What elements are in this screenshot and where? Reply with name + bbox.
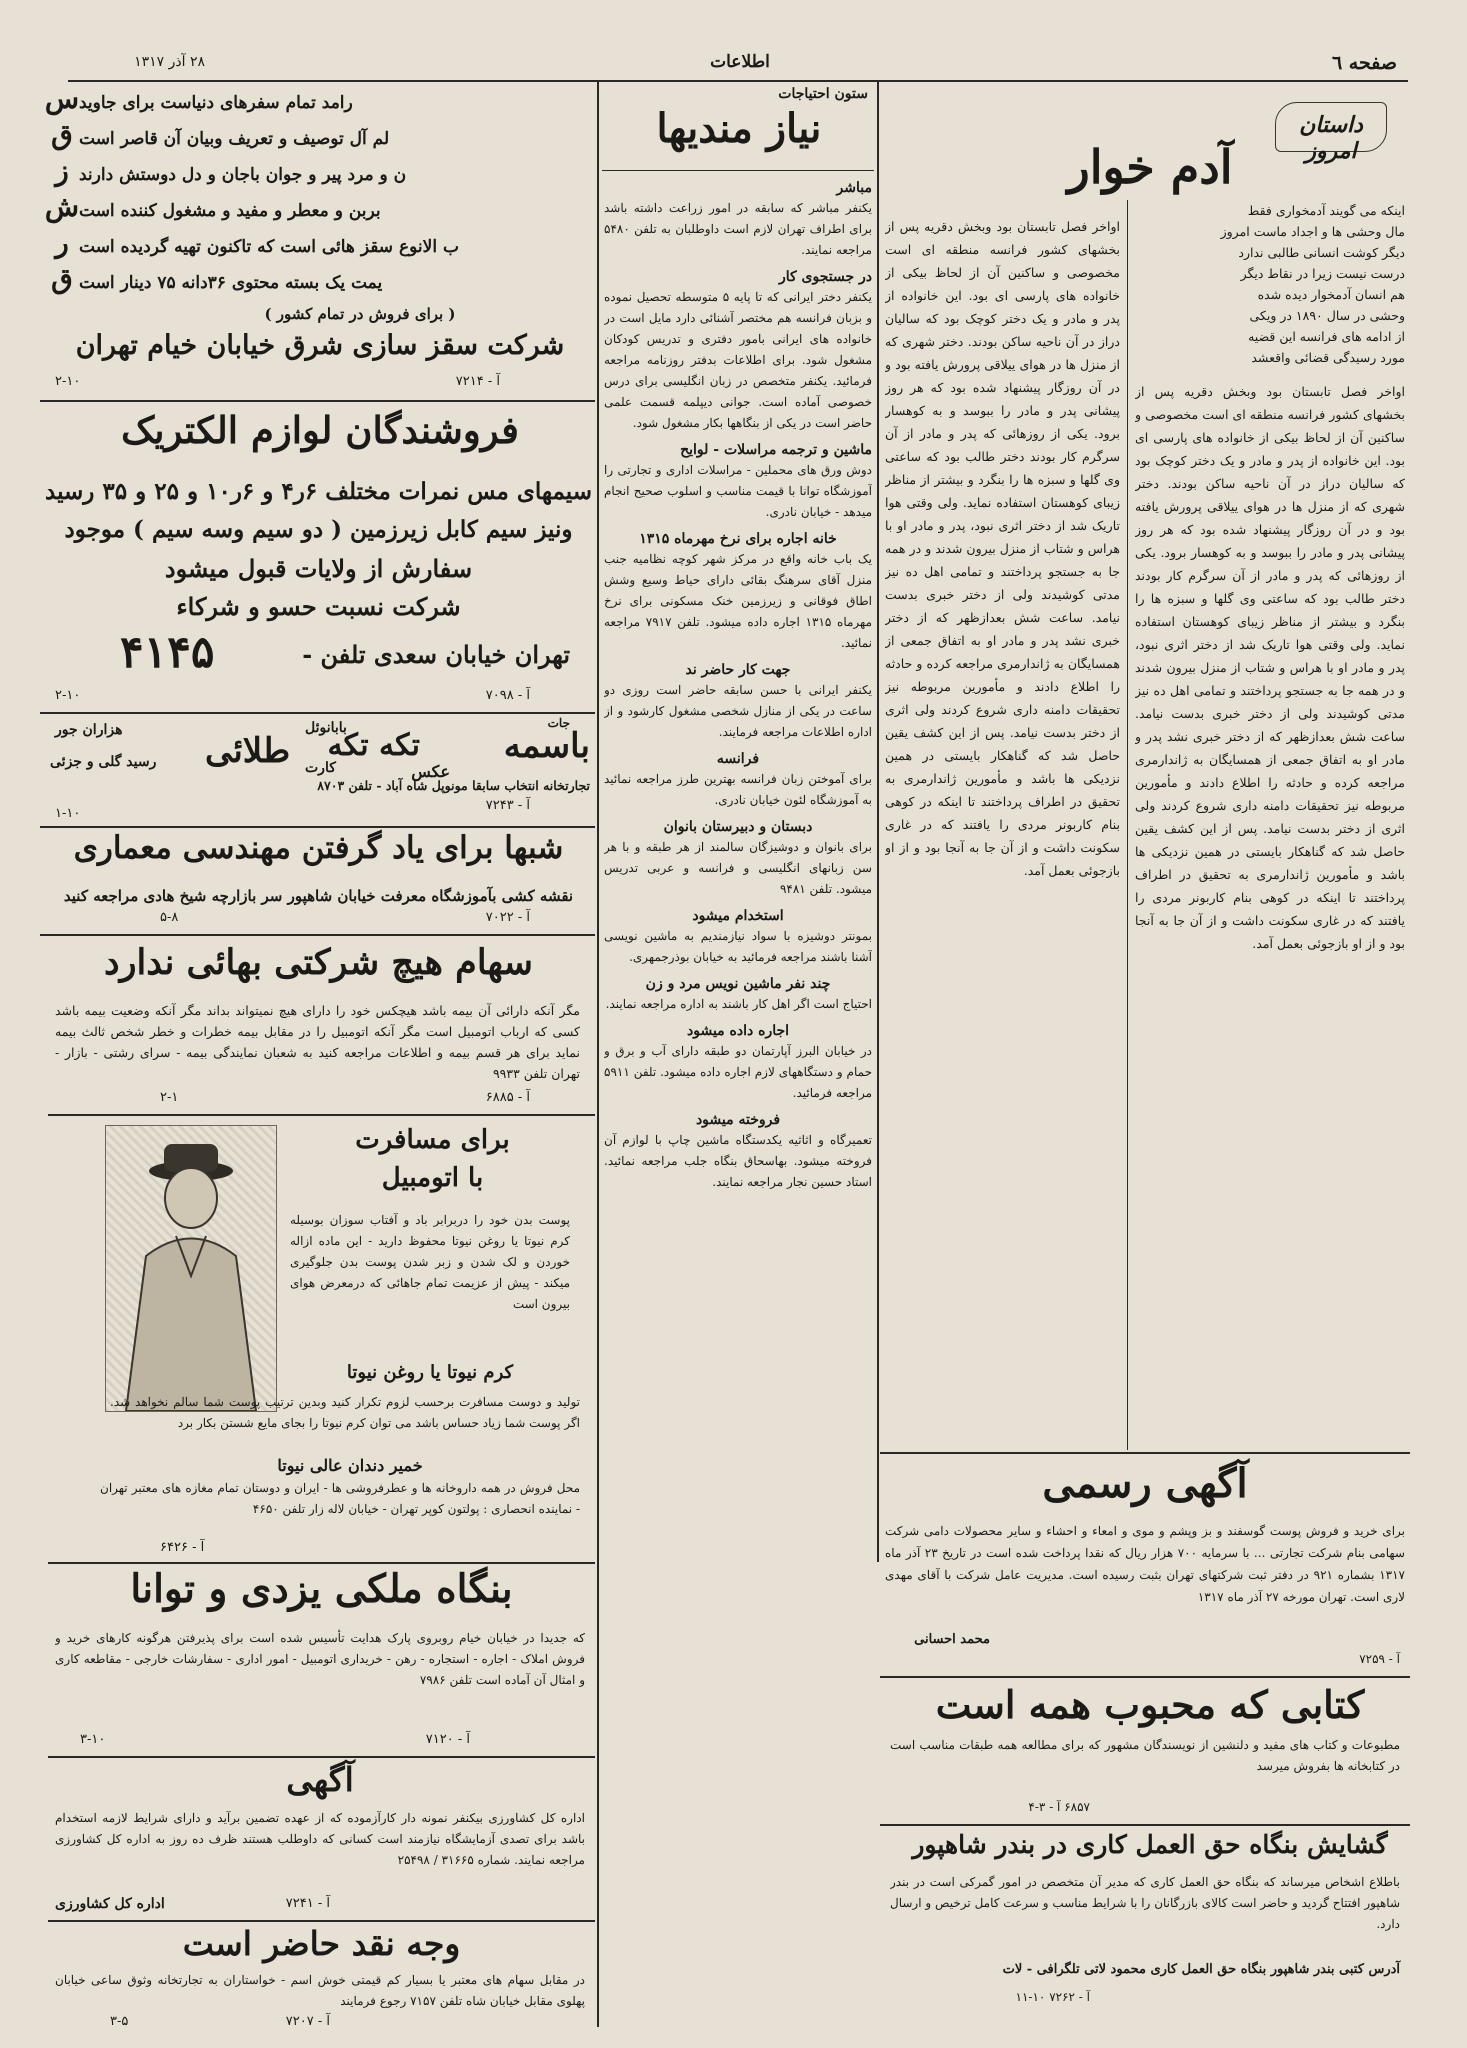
agriculture-notice-signature: اداره کل کشاورزی xyxy=(55,1896,165,1912)
classifieds-list xyxy=(604,178,872,2018)
notice-rule xyxy=(880,1452,1410,1454)
bank-ad-title: گشایش بنگاه حق العمل کاری در بندر شاهپور xyxy=(912,1830,1388,1859)
travel-rule xyxy=(48,1562,595,1564)
cash-ad-body: در مقابل سهام های معتبر یا بسیار کم قیمتی خوش اسم - خواستاران به تجارتخانه وثوق ساعی خیابان پهلوی مقابل خیابان شاه تلفن ۷۱۵۷ رجوع فرمایند xyxy=(55,1973,585,2008)
travel-ad-code: آ - ۶۴۲۶ xyxy=(160,1540,205,1555)
architecture-ad-num: ۵-۸ xyxy=(160,910,179,925)
column-divider-right xyxy=(877,82,879,1562)
gum-code: آ - ۷۲۱۴ xyxy=(455,374,500,389)
architecture-ad-title: شبها برای یاد گرفتن مهندسی معماری xyxy=(73,830,564,866)
story-title: آدم خوار xyxy=(1067,140,1233,194)
classified-body: بمونتر دوشیزه با سواد نیازمندیم به ماشین نویسی آشنا باشند مراجعه فرمائید به خیابان بوذرجمهری. xyxy=(604,929,872,964)
travel-ad-body: پوست بدن خود را دربرابر باد و آفتاب سوزان بوسیله کرم نیوتا یا روغن نیوتا محفوظ دارید - این ماده ازاله خوردن و لک شدن و زبر شدن پوست بدن جلوگیری میکند - پیش از عزیمت تمام جاهائی که درمعرض هوای بیرون است xyxy=(290,1213,570,1311)
book-rule xyxy=(880,1676,1410,1678)
gum-line: ق یمت یک بسته محتوی ۳۶دانه ۷۵ دینار است xyxy=(51,262,383,295)
classified-body: یکنفر مباشر که سابقه در امور زراعت داشته باشد برای اطراف تهران لازم است داوطلبان به تلفن ۵۴۸۰ مراجعه نمایند. xyxy=(604,201,872,257)
story-body-left: اواخر فصل تابستان بود وبخش دقریه پس از بخشهای کشور فرانسه منطقه ای است مخصوصی و ساکنین آن از لحاظ بیکی از خانواده های پارسی ای بود. این خانواده از پدر و مادر و یک دختر کوچک بود که سالیان دراز در آن ناحیه ساکن بودند. دختر شهری که از منزل ها در هوای ییلاقی پرورش یافته بود و در آن روزگار پیشنهاد شده بود که هر روز پیشانی پدر و مادر را ببوسد و به کوهسار برود. یکی از روزهائی که پدر و مادر از آن سرگرم کار بودند دختر طالب بود که ساعتی وی گلها و سبزه ها را بنگرد و بیشتر از مناظر زیبای کوهستان استفاده نماید. ولی وقتی هوا تاریک شد از دختر اثری نبود، پدر و مادر او با هراس و شتاب از منزل بیرون شدند و در همه جا به جستجو پرداختند و تمامی اهل ده نیز مدتی کوشیدند ولی از دختر خبری بدست نیامد. ساعت شش بعدازظهر که از دختر خبری نشد پدر و مادر او به اتفاق جمعی از همسایگان به ژاندارمری مراجعه کرده و حادثه را اطلاع دادند و مأمورین مربوطه نیز تحقیقات دامنه داری شروع کردند ولی اثری از دختر بدست نیامد. پس از این کشف یقین حاصل شد که گناهکار بایستی در همین نزدیکی ها باشد و مأمورین ژاندارمری به تحقیق در اطراف پرداختند تا اینکه در کوهی بنام کاربونر مردی را یافتند که در غاری سکونت داشت و از آن جا به آنجا بود و از او بازجوئی بعمل آمد. xyxy=(885,219,1120,878)
gum-company: شرکت سقز سازی شرق خیابان خیام تهران xyxy=(75,330,565,361)
issue-date: ۲۸ آذر ۱۳۱۷ xyxy=(134,54,205,70)
photo-card-ad: باسمه جات تکه تکه عکس طلائی کارت بابانوئل هزاران جور رسید گلی و جزئی xyxy=(50,716,590,781)
cash-ad-code: آ - ۷۲۰۷ xyxy=(285,2014,330,2029)
book-ad-title: کتابی که محبوب همه است xyxy=(935,1682,1365,1727)
story-bullet: هم انسان آدمخوار دیده شده xyxy=(1257,287,1405,302)
classified-heading: فرانسه xyxy=(716,751,760,767)
classified-heading: استخدام میشود xyxy=(692,908,784,924)
agency-ad-code: آ - ۷۱۲۰ xyxy=(425,1732,470,1747)
story-body-right: اواخر فصل تابستان بود وبخش دقریه پس از بخشهای کشور فرانسه منطقه ای است مخصوصی و ساکنین آن از لحاظ بیکی از خانواده های پارسی ای بود. این خانواده از پدر و مادر و یک دختر کوچک بود که سالیان دراز در آن ناحیه ساکن بودند. دختر شهری که از منزل ها در هوای ییلاقی پرورش یافته بود و در آن روزگار پیشنهاد شده بود که هر روز پیشانی پدر و مادر را ببوسد و به کوهسار برود. یکی از روزهائی که پدر و مادر از آن سرگرم کار بودند دختر طالب بود که ساعتی وی گلها و سبزه ها را بنگرد و بیشتر از مناظر زیبای کوهستان استفاده نماید. ولی وقتی هوا تاریک شد از دختر اثری نبود، پدر و مادر او با هراس و شتاب از منزل بیرون شدند و در همه جا به جستجو پرداختند و تمامی اهل ده نیز مدتی کوشیدند ولی از دختر خبری بدست نیامد. ساعت شش بعدازظهر که از دختر خبری نشد پدر و مادر او به اتفاق جمعی از همسایگان به ژاندارمری مراجعه کرده و حادثه را اطلاع دادند و مأمورین مربوطه نیز تحقیقات دامنه داری شروع کردند ولی اثری از دختر بدست نیامد. پس از این کشف یقین حاصل شد که گناهکار بایستی در همین نزدیکی ها باشد و مأمورین ژاندارمری به تحقیق در اطراف پرداختند تا اینکه در کوهی بنام کاربونر مردی را یافتند که در غاری سکونت داشت و از آن جا به آنجا بود و از او بازجوئی بعمل آمد. xyxy=(1135,384,1405,951)
agency-ad-num: ۳-۱۰ xyxy=(80,1732,106,1747)
classified-heading: مباشر xyxy=(836,180,872,196)
gum-line: ق لم آل توصیف و تعریف وبیان آن قاصر است xyxy=(51,118,390,151)
paper-name: اطلاعات xyxy=(710,52,770,72)
classified-heading: خانه اجاره برای نرخ مهرماه ۱۳۱۵ xyxy=(639,531,837,547)
page-number: صفحه ٦ xyxy=(1331,52,1397,74)
cash-ad-num: ۳-۵ xyxy=(110,2014,129,2029)
insurance-ad-num: ۲-۱ xyxy=(160,1090,179,1105)
gum-rule xyxy=(40,400,595,402)
travel-ad-product-2: خمیر دندان عالی نیوتا xyxy=(277,1456,423,1475)
bank-ad-code: آ - ۷۲۶۲ ۱۰-۱۱ xyxy=(1015,1990,1090,2004)
travel-ad-body-3: محل فروش در همه داروخانه ها و عطرفروشی ها - ایران و دوستان تمام مغازه های معتبر تهران - نماینده انحصاری : پولتون کوپر تهران - خیابان لاله زار تلفن ۴۶۵۰ xyxy=(100,1481,580,1516)
classifieds-section: ستون احتیاجات xyxy=(778,86,868,102)
architecture-ad-body: نقشه کشی بآموزشگاه معرفت خیابان شاهپور سر بازارچه شیخ هادی مراجعه کنید xyxy=(63,887,574,905)
story-bullet: مورد رسیدگی قضائی واقعشد xyxy=(1251,350,1405,365)
classified-body: تعمیرگاه و اثاثیه یکدستگاه ماشین چاپ با لوازم آن فروخته میشود. بهاسحاق بنگاه جلب مراجعه نمائید. استاد حسین نجار مراجعه نمایند. xyxy=(604,1133,872,1189)
agriculture-rule xyxy=(48,1920,595,1922)
electric-ad-address: تهران خیابان سعدی تلفن - xyxy=(302,640,570,669)
electric-ad-lines: سیمهای مس نمرات مختلف ۶ر۴ و ۶ر۱۰ و ۲۵ و ۳۵ رسید ونیز سیم کابل زیرزمین ( دو سیم وسه سیم ) موجود سفارش از ولایات قبول میشود شرکت نسبت حسو و شرکاء xyxy=(45,478,592,621)
electric-ad-num: ۲-۱۰ xyxy=(55,688,81,703)
gum-line: ش بربن و معطر و مفید و مشغول کننده است xyxy=(44,190,381,223)
travel-ad-body-2: تولید و دوست مسافرت برحسب لزوم تکرار کنید وبدین ترتیب پوست شما سالم نخواهد شد. اگر پوست شما زیاد حساس باشد می توان کرم نیوتا را بجای مایع شستن بکار برد xyxy=(110,1395,580,1430)
official-ad-body: برای خرید و فروش پوست گوسفند و بز وپشم و موی و امعاء و احشاء و سایر محصولات دامی شرکت سهامی بنام شرکت تجارتی ... با سرمایه ۷۰۰ هزار ریال که نقدا پرداخت شده است در تاریخ ۲۳ آذر ماه ۱۳۱۷ بشماره ۹۲۱ در دفتر ثبت شرکتهای تهران بثبت رسیده است. مدیریت عامل شرکت با آقای مهدی لاری است. تهران مورخه ۲۷ آذر ماه ۱۳۱۷ xyxy=(885,1524,1405,1604)
electric-ad-title: فروشندگان لوازم الکتریک xyxy=(121,408,519,452)
gum-num: ۲-۱۰ xyxy=(55,374,81,389)
traveler-drawing-icon xyxy=(106,1126,276,1411)
insurance-ad-body: مگر آنکه دارائی آن بیمه باشد هیچکس خود را دارای هیچ نمیتواند بداند مگر آنکه وضعیت بیمه باشد کسی که ارباب اتومبیل است مگر آنکه اتومبیل را در مقابل بیمه خطرات و خطر شخص ثالث بیمه نماید برای هر قسم بیمه و اطلاعات مراجعه کنید به شعبان نمایندگی بیمه - سرای رشتی - بازار - تهران تلفن ۹۹۳۳ xyxy=(55,1003,580,1081)
classified-heading: اجاره داده میشود xyxy=(686,1023,790,1039)
bank-ad-address: آدرس کتبی بندر شاهپور بنگاه حق العمل کاری محمود لاتی تلگرافی - لات xyxy=(1002,1962,1400,1977)
official-ad-title: آگهی رسمی xyxy=(1042,1460,1248,1507)
classified-body: برای آموختن زبان فرانسه بهترین طرز مراجعه نمائید به آموزشگاه لئون خیابان نادری. xyxy=(604,772,872,807)
classifieds-title: نیاز مندیها xyxy=(656,105,822,152)
story-bullets xyxy=(1135,200,1405,368)
electric-ad-code: آ - ۷۰۹۸ xyxy=(485,688,530,703)
story-bullet: اینکه می گویند آدمخواری فقط xyxy=(1247,203,1405,218)
photo-card-num: ۱-۱۰ xyxy=(55,806,81,821)
photo-card-footer: تجارتخانه انتخاب سابقا مونوپل شاه آباد - تلفن ۸۷۰۳ xyxy=(317,778,590,793)
story-bullet: دیگر کوشت انسانی طالبی ندارد xyxy=(1238,245,1405,260)
story-bullet: مال وحشی ها و اجداد ماست امروز xyxy=(1220,224,1405,239)
traveler-illustration xyxy=(105,1125,277,1412)
book-ad-body: مطبوعات و کتاب های مفید و دلنشین از نویسندگان مشهور که برای مطالعه همه طبقات مناسب است در کتابخانه ها بفروش میرسد xyxy=(890,1738,1400,1773)
classified-body: یکنفر ایرانی با حسن سابقه حاضر است روزی دو ساعت در یکی از منازل شخصی مشغول کارشود و از اداره اطلاعات مراجعه فرمایند. xyxy=(604,683,872,739)
classified-body: در خیابان البرز آپارتمان دو طبقه دارای آب و برق و حمام و دستگاههای لازم اجاره داده میشود. تلفن ۵۹۱۱ مراجعه فرمائید. xyxy=(604,1044,872,1100)
classifieds-rule xyxy=(602,170,874,171)
story-bullet: وحشی در سال ۱۸۹۰ در ویکی xyxy=(1249,308,1405,323)
architecture-ad-code: آ - ۷۰۲۲ xyxy=(485,910,530,925)
classified-body: احتیاج است اگر اهل کار باشند به اداره مراجعه نمایند. xyxy=(605,997,872,1011)
gum-ad xyxy=(45,82,593,298)
agriculture-notice-title: آگهی xyxy=(286,1760,354,1799)
electric-rule xyxy=(40,712,595,714)
classified-heading: چند نفر ماشین نویس مرد و زن xyxy=(645,976,831,992)
gum-line: ز ن و مرد پیر و جوان باجان و دل دوستش دارند xyxy=(55,154,407,187)
travel-ad-product: کرم نیوتا یا روغن نیوتا xyxy=(346,1362,514,1383)
classified-body: یک باب خانه واقع در مرکز شهر کوچه نظامیه جنب منزل آقای سرهنگ بقائی دارای حیاط وسیع وشش اطاق فوقانی و زیرزمین خنک مسکونی برای نرخ مهرماه ۱۳۱۵ اجاره داده میشود. تلفن ۷۹۱۷ مراجعه نمائید. xyxy=(604,552,872,650)
bank-rule xyxy=(880,1824,1410,1826)
story-inner-divider xyxy=(1127,200,1128,1450)
electric-ad-phone: ۴۱۴۵ xyxy=(120,627,215,678)
agriculture-notice-code: آ - ۷۲۴۱ xyxy=(285,1896,330,1911)
insurance-ad-code: آ - ۶۸۸۵ xyxy=(485,1090,530,1105)
story-section-badge: داستان امروز xyxy=(1275,102,1387,152)
cash-ad-title: وجه نقد حاضر است xyxy=(182,1924,461,1963)
story-bullet: از ادامه های فرانسه این قضیه xyxy=(1248,329,1405,344)
insurance-ad-title: سهام هیچ شرکتی بهائی ندارد xyxy=(104,942,533,983)
column-divider-left xyxy=(597,82,599,2027)
bank-ad-body: باطلاع اشخاص میرساند که بنگاه حق العمل کاری که مدیر آن متخصص در امور گمرکی است در بندر شاهپور افتتاح گردید و حاضر است کالای بازرگانان را با شرایط مناسب و سرعت کامل ترخیص و ارسال دارد. xyxy=(890,1875,1400,1931)
travel-ad-title-1: برای مسافرت xyxy=(355,1125,510,1155)
classified-heading: فروخته میشود xyxy=(695,1112,781,1128)
classified-heading: جهت کار حاضر ند xyxy=(685,662,791,678)
photo-card-code: آ - ۷۲۴۳ xyxy=(485,798,530,813)
classified-body: یکنفر دختر ایرانی که تا پایه ۵ متوسطه تحصیل نموده و بزبان فرانسه هم مختصر آشنائی دارد مایل است در خانواده های ایرانی بامور دفتری و تدریس کودکان مشغول شود. برای اطلاعات بدفتر روزنامه مراجعه فرمائید. یکنفر متخصص در زبان انگلیسی برای درس خصوصی آماده است. جوانی دیپلمه قسمت علمی حاضر است در یکی از بنگاهها بکار مشغول شود. xyxy=(604,290,872,430)
architecture-rule xyxy=(40,934,595,936)
agency-ad-body: که جدیدا در خیابان خیام روبروی پارک هدایت تأسیس شده است برای پذیرفتن هرگونه کارهای خرید و فروش املاک - اجاره - استجاره - رهن - خریداری اتومبیل - امور اداری - سفارشات خارجی - مقاطعه کاری و امثال آن آماده است تلفن ۷۹۸۶ xyxy=(55,1631,585,1687)
gum-line: ر ب الانوع سقز هائی است که تاکنون تهیه گردیده است xyxy=(55,226,459,259)
book-ad-code: ۶۸۵۷ آ - ۳-۴ xyxy=(1028,1800,1090,1814)
insurance-rule xyxy=(48,1114,595,1116)
photo-rule xyxy=(40,826,595,828)
agency-ad-title: بنگاه ملکی یزدی و توانا xyxy=(130,1566,513,1612)
gum-note: ( برای فروش در تمام کشور ) xyxy=(264,305,456,323)
gum-line: س رامد تمام سفرهای دنیاست برای جاوید xyxy=(44,82,353,115)
story-bullet: درست نیست زیرا در نقاط دیگر xyxy=(1240,266,1405,281)
classified-heading: ماشین و ترجمه مراسلات - لوایح xyxy=(680,442,872,458)
official-ad-signature: محمد احسانی xyxy=(914,1632,990,1647)
official-ad-code: آ - ۷۲۵۹ xyxy=(1359,1652,1400,1666)
agency-rule xyxy=(48,1756,595,1758)
classified-heading: در جستجوی کار xyxy=(778,269,872,285)
classified-body: دوش ورق های محملین - مراسلات اداری و تجارتی را آموزشگاه توانا با قیمت مناسب و اسلوب صحیح انجام میدهد - خیابان نادری. xyxy=(604,463,872,519)
agriculture-notice-body: اداره کل کشاورزی بیکنفر نمونه دار کارآزموده که از عهده تضمین برآید و دارای شرایط لازمه استخدام باشد برای تصدی آزمایشگاه نیازمند است کسانی که داوطلب هستند ظرف ده روز به اداره کل کشاورزی مراجعه نمایند. شماره ۳۱۶۶۵ / ۲۵۴۹۸ xyxy=(55,1811,585,1867)
classified-body: برای بانوان و دوشیزگان سالمند از هر طبقه و با هر سن زبانهای انگلیسی و فرانسه و عربی تدریس میشود. تلفن ۹۴۸۱ xyxy=(604,840,872,896)
travel-ad-title-2: با اتومبیل xyxy=(381,1163,484,1193)
classified-heading: دبستان و دبیرستان بانوان xyxy=(663,819,813,835)
